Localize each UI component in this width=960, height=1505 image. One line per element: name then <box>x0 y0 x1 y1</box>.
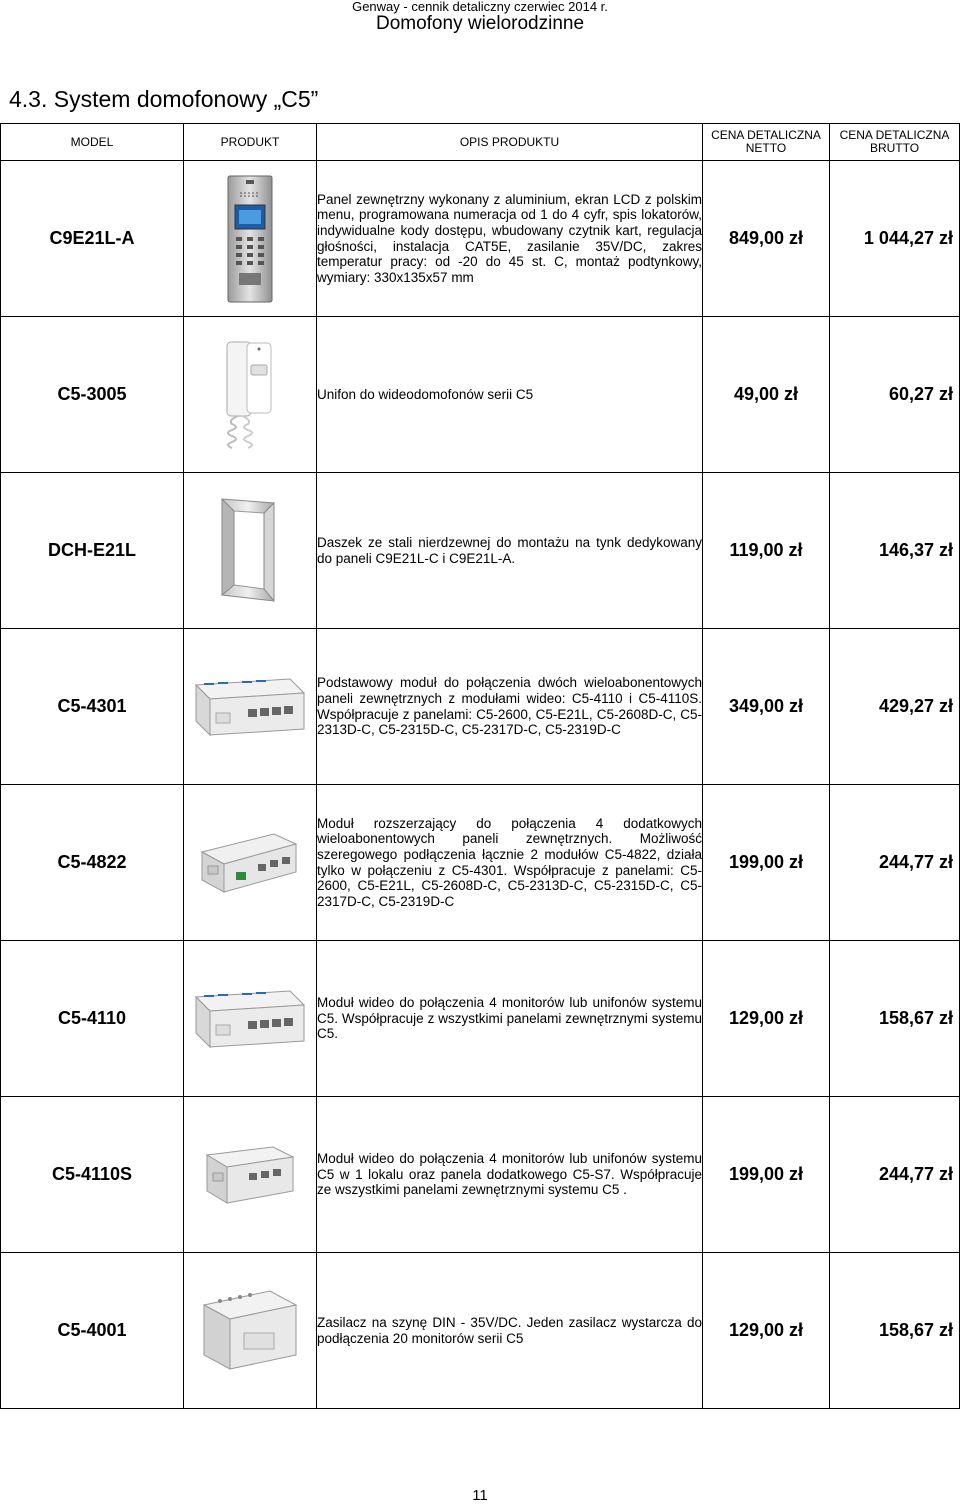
column-header-brutto-line1: CENA DETALICZNA <box>839 128 950 142</box>
table-row <box>1 473 960 629</box>
model-cell: C5-4301 <box>1 629 184 785</box>
model-cell: C5-4110 <box>1 941 184 1097</box>
page-number: 11 <box>472 1487 488 1504</box>
outdoor-panel-icon <box>227 175 273 303</box>
description-cell: Moduł wideo do połączenia 4 monitorów lub unifonów systemu C5. Współpracuje z wszystkimi panelami zewnętrznymi systemu C5. <box>317 941 703 1097</box>
price-netto-cell: 49,00 zł <box>703 317 830 473</box>
price-brutto-cell: 146,37 zł <box>830 473 960 629</box>
handset-icon <box>224 341 276 449</box>
price-netto-cell: 849,00 zł <box>703 161 830 317</box>
column-header-netto <box>703 124 830 161</box>
price-netto-cell: 119,00 zł <box>703 473 830 629</box>
description-cell: Moduł wideo do połączenia 4 monitorów lub unifonów systemu C5 w 1 lokalu oraz panela dodatkowego C5-S7. Współpracuje ze wszystkimi panelami zewnętrznymi systemu C5 . <box>317 1097 703 1253</box>
column-header-brutto <box>830 124 960 161</box>
price-netto-cell: 199,00 zł <box>703 785 830 941</box>
price-netto-cell: 129,00 zł <box>703 941 830 1097</box>
price-brutto-cell: 158,67 zł <box>830 941 960 1097</box>
price-netto-cell: 129,00 zł <box>703 1253 830 1409</box>
column-header-brutto-line2: BRUTTO <box>869 141 920 155</box>
price-brutto-cell: 60,27 zł <box>830 317 960 473</box>
table-row <box>1 1253 960 1409</box>
product-image-cell <box>184 629 317 785</box>
table-row <box>1 941 960 1097</box>
model-cell: C5-4110S <box>1 1097 184 1253</box>
table-row <box>1 785 960 941</box>
column-header-netto-line2: NETTO <box>745 141 787 155</box>
product-image-cell <box>184 785 317 941</box>
table-row <box>1 317 960 473</box>
header-line-2: Domofony wielorodzinne <box>375 13 585 34</box>
column-header-model: MODEL <box>1 124 184 161</box>
table-header-row <box>1 124 960 161</box>
product-image-cell <box>184 161 317 317</box>
video-module-s-icon <box>205 1145 295 1205</box>
product-image-cell <box>184 317 317 473</box>
section-title: 4.3. System domofonowy „C5” <box>9 86 319 112</box>
model-cell: C9E21L-A <box>1 161 184 317</box>
product-image-cell <box>184 941 317 1097</box>
price-netto-cell: 199,00 zł <box>703 1097 830 1253</box>
column-header-description: OPIS PRODUKTU <box>317 124 703 161</box>
price-brutto-cell: 244,77 zł <box>830 1097 960 1253</box>
model-cell: C5-4822 <box>1 785 184 941</box>
column-header-product: PRODUKT <box>184 124 317 161</box>
price-brutto-cell: 158,67 zł <box>830 1253 960 1409</box>
description-cell: Unifon do wideodomofonów serii C5 <box>317 317 703 473</box>
table-row <box>1 629 960 785</box>
power-supply-icon <box>200 1289 300 1373</box>
price-table <box>0 123 960 1409</box>
din-module-icon <box>194 675 306 739</box>
column-header-netto-line1: CENA DETALICZNA <box>711 128 821 142</box>
table-row <box>1 161 960 317</box>
description-cell: Panel zewnętrzny wykonany z aluminium, ekran LCD z polskim menu, programowana numeracja od 1 do 4 cyfr, spis lokatorów, indywidualne kody dostępu, wbudowany czytnik kart, regulacja głośności, instalacja CAT5E, zasilanie 35V/DC, zakres temperatur pracy: od -20 do 45 st. C, montaż podtynkowy, wymiary: 330x135x57 mm <box>317 161 703 317</box>
description-cell: Podstawowy moduł do połączenia dwóch wieloabonentowych paneli zewnętrznych z modułami wideo: C5-4110 i C5-4110S. Współpracuje z panelami: C5-2600, C5-E21L, C5-2608D-C, C5-2313D-C, C5-2315D-C, C5-2317D-C, C5-2319D-C <box>317 629 703 785</box>
description-cell: Moduł rozszerzający do połączenia 4 dodatkowych wieloabonentowych paneli zewnętrznych. Możliwość szeregowego podłączenia łącznie 2 modułów C5-4822, działa tylko w połączeniu z C5-4301. Współpracuje z panelami: C5-2600, C5-E21L, C5-2608D-C, C5-2313D-C, C5-2315D-C, C5-2317D-C, C5-2319D-C <box>317 785 703 941</box>
extension-module-icon <box>200 830 300 896</box>
model-cell: C5-3005 <box>1 317 184 473</box>
description-cell: Zasilacz na szynę DIN - 35V/DC. Jeden zasilacz wystarcza do podłączenia 20 monitorów serii C5 <box>317 1253 703 1409</box>
description-cell: Daszek ze stali nierdzewnej do montażu na tynk dedykowany do paneli C9E21L-C i C9E21L-A. <box>317 473 703 629</box>
mounting-frame-icon <box>218 497 282 605</box>
product-image-cell <box>184 1253 317 1409</box>
price-brutto-cell: 429,27 zł <box>830 629 960 785</box>
price-netto-cell: 349,00 zł <box>703 629 830 785</box>
header-line-1: Genway - cennik detaliczny czerwiec 2014 r. <box>352 0 608 14</box>
video-module-icon <box>194 987 306 1051</box>
price-brutto-cell: 244,77 zł <box>830 785 960 941</box>
model-cell: DCH-E21L <box>1 473 184 629</box>
model-cell: C5-4001 <box>1 1253 184 1409</box>
price-brutto-cell: 1 044,27 zł <box>830 161 960 317</box>
product-image-cell <box>184 473 317 629</box>
table-row <box>1 1097 960 1253</box>
product-image-cell <box>184 1097 317 1253</box>
